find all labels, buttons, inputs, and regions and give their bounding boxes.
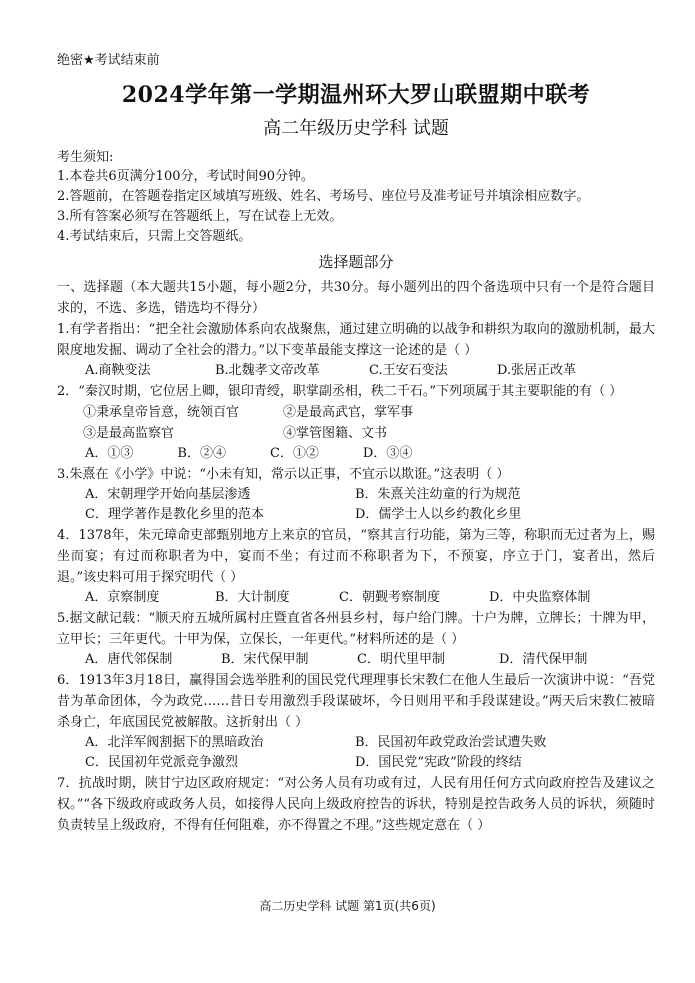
option-c: C．民国初年党派竞争激烈 bbox=[85, 755, 238, 770]
question-5 bbox=[57, 608, 655, 670]
question-6 bbox=[57, 670, 655, 773]
question-stem: 4．1378年，朱元璋命吏部甄别地方上来京的官员，“察其言行功能，第为三等，称职而无过者为上，赐坐而宴；有过而称职者为中，宴而不坐；有过而不称职者为下，不预宴，序立于门，宴者出，然后退。”该史料可用于探究明代（ ） bbox=[57, 528, 655, 585]
option-a: A．北洋军阀割据下的黑暗政治 bbox=[85, 735, 264, 750]
confidential-mark: 绝密★考试结束前 bbox=[57, 53, 160, 68]
option-a: A．唐代邻保制 bbox=[85, 652, 173, 667]
option-c: C．①② bbox=[269, 446, 319, 461]
option-b: B．宋代保甲制 bbox=[221, 652, 309, 667]
option-b: B.北魏孝文帝改革 bbox=[215, 363, 320, 378]
option-c: C．朝觐考察制度 bbox=[339, 590, 440, 605]
question-7 bbox=[57, 773, 655, 836]
option-d: D．儒学士人以乡约教化乡里 bbox=[355, 507, 522, 522]
question-stem: 5.据文献记载：“顺天府五城所属村庄暨直省各州县乡村，每户给门牌。十户为牌，立牌长；十牌为甲，立甲长；三年更代。十甲为保，立保长，一年更代。”材料所述的是（ ） bbox=[57, 611, 655, 647]
option-b: B．民国初年政党政治尝试遭失败 bbox=[355, 735, 547, 750]
option-d: D.张居正改革 bbox=[497, 363, 577, 378]
option-a: A．宋朝理学开始向基层渗透 bbox=[85, 487, 251, 502]
notice-item: 3.所有答案必须写在答题纸上，写在试卷上无效。 bbox=[57, 209, 343, 224]
question-stem: 1.有学者指出：“把全社会激励体系向农战聚焦，通过建立明确的以战争和耕织为取向的激励机制，最大限度地发掘、调动了全社会的潜力。”以下变革最能支撑这一论述的是（ ） bbox=[57, 322, 655, 358]
exam-title: 2024学年第一学期温州环大罗山联盟期中联考 bbox=[121, 82, 591, 108]
notice-item: 2.答题前，在答题卷指定区域填写班级、姓名、考场号、座位号及准考证号并填涂相应数字。 bbox=[57, 189, 590, 204]
question-stem: 7．抗战时期，陕甘宁边区政府规定：“对公务人员有功或有过，人民有用任何方式向政府控告及建议之权。”“各下级政府或政务人员，如接得人民向上级政府控告的诉状，特别是控告政务人员的诉状，须随时负责转呈上级政府，不得有任何阻难，亦不得置之不理。”这些规定意在（ ） bbox=[57, 776, 655, 833]
statement-1: ①秉承皇帝旨意，统领百官 bbox=[83, 405, 240, 420]
options bbox=[57, 444, 655, 464]
options bbox=[57, 588, 655, 608]
option-b: B．大计制度 bbox=[215, 590, 290, 605]
option-d: D．清代保甲制 bbox=[499, 652, 588, 667]
option-a: A.商鞅变法 bbox=[85, 363, 151, 378]
statement-4: ④掌管图籍、文书 bbox=[283, 426, 388, 441]
question-2 bbox=[57, 381, 655, 464]
question-stem: 2．“秦汉时期，它位居上卿，银印青绶，职掌副丞相，秩二千石。”下列项属于其主要职能的有（ ） bbox=[57, 384, 623, 399]
page-footer: 高二历史学科 试题 第1页(共6页) bbox=[259, 899, 436, 913]
statements bbox=[57, 402, 655, 444]
notice-item: 4.考试结束后，只需上交答题纸。 bbox=[57, 229, 252, 244]
option-c: C.王安石变法 bbox=[369, 363, 448, 378]
notice-heading: 考生须知: bbox=[57, 150, 114, 165]
options bbox=[57, 361, 655, 381]
question-stem: 3.朱熹在《小学》中说：“小未有知，常示以正事，不宜示以欺诳。”这表明（ ） bbox=[57, 467, 510, 482]
question-stem: 6．1913年3月18日，赢得国会选举胜利的国民党代理理事长宋教仁在他人生最后一次演讲中说：“吾党昔为革命团体，今为政党……昔日专用激烈手段谋破坏，今日则用平和手段谋建设。”两天后宋教仁被暗杀身亡，年底国民党被解散。这折射出（ ） bbox=[57, 673, 655, 730]
question-3 bbox=[57, 464, 655, 525]
question-1 bbox=[57, 319, 655, 381]
option-c: C．理学著作是教化乡里的范本 bbox=[85, 507, 264, 522]
statement-2: ②是最高武官，掌军事 bbox=[283, 405, 414, 420]
option-d: D．中央监察体制 bbox=[489, 590, 591, 605]
option-a: A．京察制度 bbox=[85, 590, 160, 605]
option-b: B．②④ bbox=[177, 446, 226, 461]
section-title: 选择题部分 bbox=[318, 253, 394, 271]
options bbox=[57, 650, 655, 670]
option-d: D．③④ bbox=[362, 446, 413, 461]
section-intro: 一、选择题（本大题共15小题，每小题2分，共30分。每小题列出的四个备选项中只有一个是符合题目求的，不选、多选，错选均不得分） bbox=[57, 280, 655, 316]
options bbox=[57, 733, 655, 773]
options bbox=[57, 485, 655, 525]
exam-subtitle: 高二年级历史学科 试题 bbox=[263, 118, 449, 139]
option-a: A．①③ bbox=[85, 446, 134, 461]
option-b: B．朱熹关注幼童的行为规范 bbox=[355, 487, 521, 502]
option-d: D．国民党“宪政”阶段的终结 bbox=[355, 755, 522, 770]
notice-item: 1.本卷共6页满分100分，考试时间90分钟。 bbox=[57, 169, 315, 184]
question-4 bbox=[57, 525, 655, 608]
statement-3: ③是最高监察官 bbox=[83, 426, 175, 441]
option-c: C．明代里甲制 bbox=[357, 652, 445, 667]
